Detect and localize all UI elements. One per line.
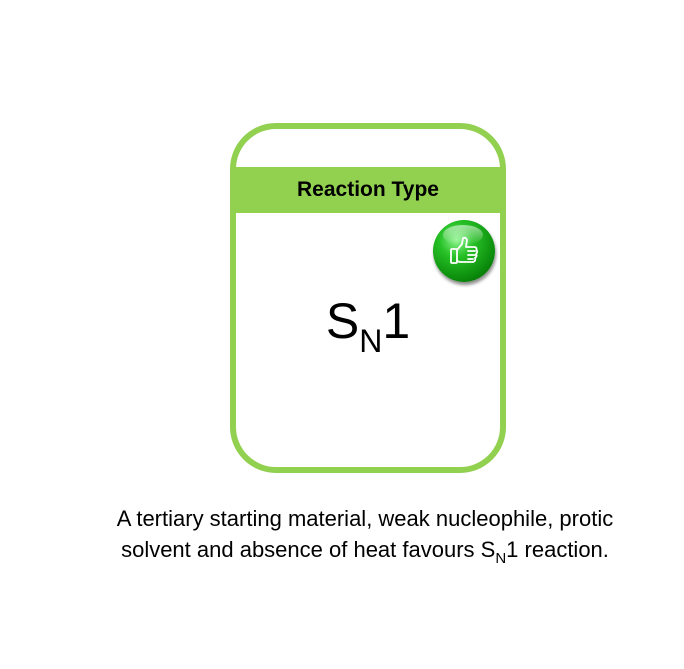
caption-subscript: N xyxy=(495,550,507,567)
reaction-base-letter: S xyxy=(325,293,360,349)
card-header: Reaction Type xyxy=(236,167,500,213)
reaction-type-value xyxy=(236,291,500,357)
thumbs-up-badge xyxy=(433,220,495,282)
explanation-caption xyxy=(90,503,640,568)
caption-text: A tertiary starting material, weak nucleophile, protic solvent and absence of heat favours S xyxy=(116,506,614,562)
caption-suffix: 1 reaction. xyxy=(506,537,609,562)
reaction-type-card xyxy=(230,123,506,473)
thumbs-up-icon xyxy=(447,234,481,268)
reaction-subscript: N xyxy=(359,323,383,359)
reaction-suffix: 1 xyxy=(382,293,411,349)
